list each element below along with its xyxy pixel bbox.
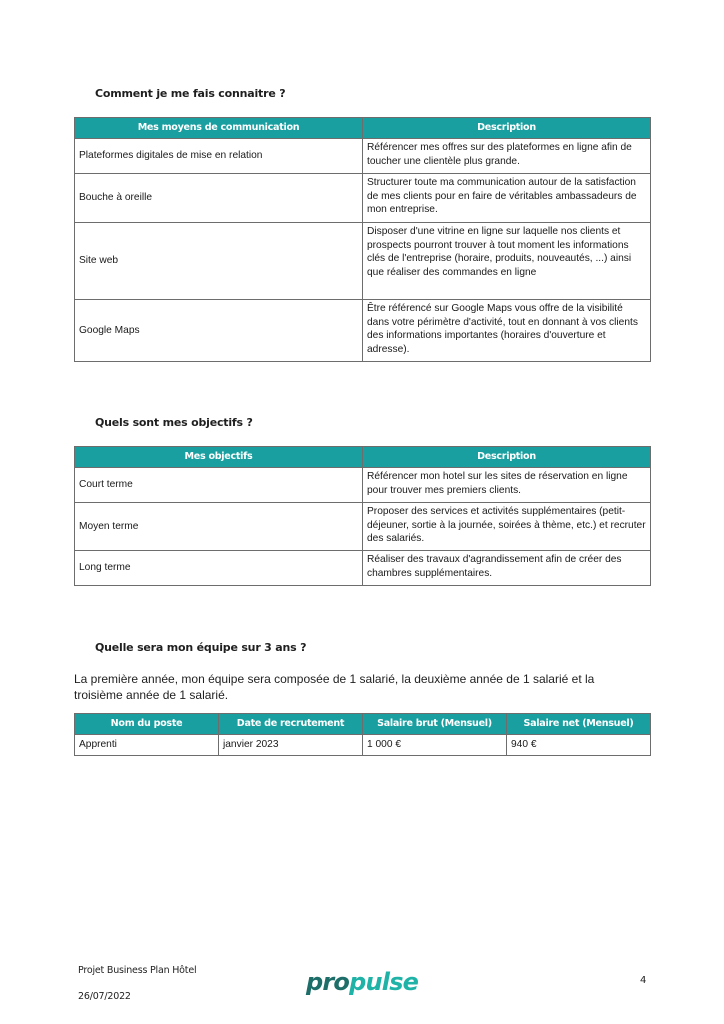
table-cell-name: Moyen terme xyxy=(75,503,363,551)
table-cell-name: Google Maps xyxy=(75,300,363,362)
table-row xyxy=(75,503,651,551)
table-cell-name: Court terme xyxy=(75,468,363,503)
column-header: Nom du poste xyxy=(75,714,219,735)
column-header: Salaire brut (Mensuel) xyxy=(363,714,507,735)
column-header: Salaire net (Mensuel) xyxy=(507,714,651,735)
table-cell: 1 000 € xyxy=(363,735,507,756)
table-row xyxy=(75,735,651,756)
table-row xyxy=(75,223,651,300)
table-cell-description: Référencer mes offres sur des plateformes en ligne afin de toucher une clientèle plus grande. xyxy=(363,139,651,174)
table-cell-description: Disposer d'une vitrine en ligne sur laquelle nos clients et prospects pourront trouver à tout moment les informations clés de l'entreprise (horaire, produits, nouveautés, ...) ainsi que réaliser des commandes en ligne xyxy=(363,223,651,300)
table-cell-description: Référencer mon hotel sur les sites de réservation en ligne pour trouver mes premiers clients. xyxy=(363,468,651,503)
table-header-row xyxy=(75,118,651,139)
footer-project-name: Projet Business Plan Hôtel xyxy=(78,965,197,976)
communication-table xyxy=(74,117,651,362)
column-header: Mes moyens de communication xyxy=(75,118,363,139)
table-cell-description: Structurer toute ma communication autour de la satisfaction de mes clients pour en faire de véritables ambassadeurs de mon entreprise. xyxy=(363,174,651,223)
section-title-communication: Comment je me fais connaitre ? xyxy=(95,87,286,100)
table-cell-name: Site web xyxy=(75,223,363,300)
table-row xyxy=(75,468,651,503)
table-row xyxy=(75,551,651,586)
section-title-team: Quelle sera mon équipe sur 3 ans ? xyxy=(95,641,307,654)
propulse-logo xyxy=(306,968,418,996)
table-row xyxy=(75,139,651,174)
table-cell-name: Long terme xyxy=(75,551,363,586)
table-cell-name: Bouche à oreille xyxy=(75,174,363,223)
logo-part-pro: pro xyxy=(306,968,350,996)
footer-date: 26/07/2022 xyxy=(78,991,131,1002)
team-paragraph: La première année, mon équipe sera composée de 1 salarié, la deuxième année de 1 salarié et la troisième année de 1 salarié. xyxy=(74,672,595,702)
table-row xyxy=(75,300,651,362)
table-header-row xyxy=(75,447,651,468)
section-title-objectives: Quels sont mes objectifs ? xyxy=(95,416,253,429)
table-cell-name: Plateformes digitales de mise en relation xyxy=(75,139,363,174)
table-header-row xyxy=(75,714,651,735)
table-row xyxy=(75,174,651,223)
column-header: Description xyxy=(363,118,651,139)
table-cell-description: Proposer des services et activités supplémentaires (petit-déjeuner, sortie à la journée, soirées à thème, etc.) et recruter des salariés. xyxy=(363,503,651,551)
column-header: Date de recrutement xyxy=(219,714,363,735)
column-header: Mes objectifs xyxy=(75,447,363,468)
team-table xyxy=(74,713,651,756)
table-cell-description: Réaliser des travaux d'agrandissement afin de créer des chambres supplémentaires. xyxy=(363,551,651,586)
objectives-table xyxy=(74,446,651,586)
table-cell: Apprenti xyxy=(75,735,219,756)
table-cell: 940 € xyxy=(507,735,651,756)
column-header: Description xyxy=(363,447,651,468)
table-cell-description: Être référencé sur Google Maps vous offre de la visibilité dans votre périmètre d'activité, tout en donnant à vos clients des informations importantes (horaires d'ouverture et adresse). xyxy=(363,300,651,362)
page-number: 4 xyxy=(640,975,647,986)
table-cell: janvier 2023 xyxy=(219,735,363,756)
logo-part-pulse: pulse xyxy=(349,968,419,996)
